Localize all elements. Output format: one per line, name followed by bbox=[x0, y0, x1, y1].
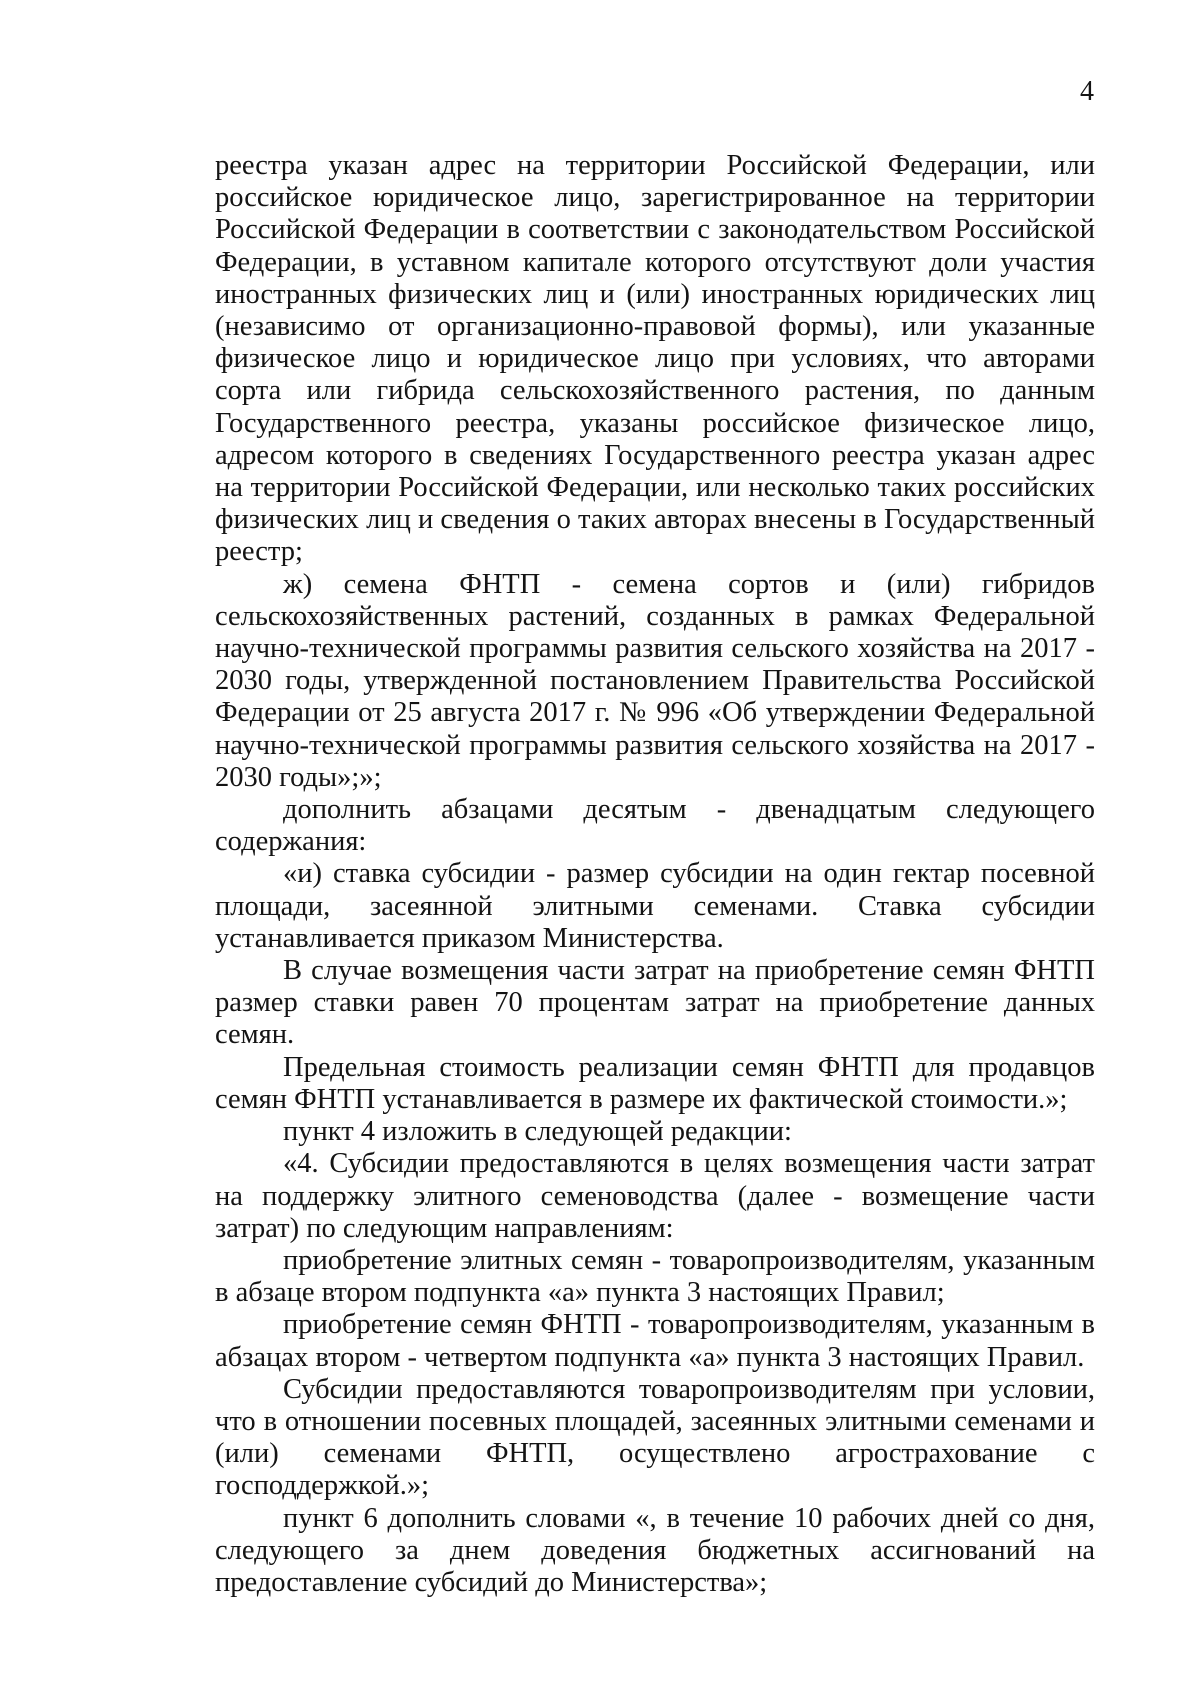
paragraph-amendment-instruction: дополнить абзацами десятым - двенадцатым следующего содержания: bbox=[215, 794, 1095, 858]
paragraph-fntp-seeds-direction: приобретение семян ФНТП - товаропроизводителям, указанным в абзацах втором - четвертом подпункта «а» пункта 3 настоящих Правил. bbox=[215, 1309, 1095, 1373]
paragraph-fntp-seeds-definition: ж) семена ФНТП - семена сортов и (или) гибридов сельскохозяйственных растений, созданных в рамках Федеральной научно-технической программы развития сельского хозяйства на 2017 - 2030 годы, утвержденной постановлением Правительства Российской Федерации от 25 августа 2017 г. № 996 «Об утверждении Федеральной научно-технической программы развития сельского хозяйства на 2017 - 2030 годы»;»; bbox=[215, 568, 1095, 793]
paragraph-price-limit: Предельная стоимость реализации семян ФНТП для продавцов семян ФНТП устанавливается в размере их фактической стоимости.»; bbox=[215, 1051, 1095, 1115]
paragraph-elite-seeds-direction: приобретение элитных семян - товаропроизводителям, указанным в абзаце втором подпункта «а» пункта 3 настоящих Правил; bbox=[215, 1244, 1095, 1309]
paragraph-insurance-condition: Субсидии предоставляются товаропроизводителям при условии, что в отношении посевных площадей, засеянных элитными семенами и (или) семенами ФНТП, осуществлено агрострахование с господдержкой.»; bbox=[215, 1373, 1095, 1502]
paragraph-subsidy-rate-definition: «и) ставка субсидии - размер субсидии на один гектар посевной площади, засеянной элитными семенами. Ставка субсидии устанавливается приказом Министерства. bbox=[215, 858, 1095, 954]
paragraph-clause-4-text: «4. Субсидии предоставляются в целях возмещения части затрат на поддержку элитного семеноводства (далее - возмещение части затрат) по следующим направлениям: bbox=[215, 1148, 1095, 1244]
paragraph-clause-4-instruction: пункт 4 изложить в следующей редакции: bbox=[283, 1116, 792, 1148]
paragraph-clause-6-amendment: пункт 6 дополнить словами «, в течение 10 рабочих дней со дня, следующего за днем доведения бюджетных ассигнований на предоставление субсидий до Министерства»; bbox=[215, 1502, 1095, 1598]
paragraph-fntp-rate: В случае возмещения части затрат на приобретение семян ФНТП размер ставки равен 70 процентам затрат на приобретение данных семян. bbox=[215, 955, 1095, 1051]
paragraph-registry-continuation: реестра указан адрес на территории Российской Федерации, или российское юридическое лицо, зарегистрированное на территории Российской Федерации в соответствии с законодательством Российской Федерации, в уставном капитале которого отсутствуют доли участия иностранных физических лиц и (или) иностранных юридических лиц (независимо от организационно-правовой формы), или указанные физическое лицо и юридическое лицо при условиях, что авторами сорта или гибрида сельскохозяйственного растения, по данным Государственного реестра, указаны российское физическое лицо, адресом которого в сведениях Государственного реестра указан адрес на территории Российской Федерации, или несколько таких российских физических лиц и сведения о таких авторах внесены в Государственный реестр; bbox=[215, 150, 1095, 568]
page-number: 4 bbox=[1080, 76, 1094, 107]
document-body bbox=[215, 150, 1095, 1599]
